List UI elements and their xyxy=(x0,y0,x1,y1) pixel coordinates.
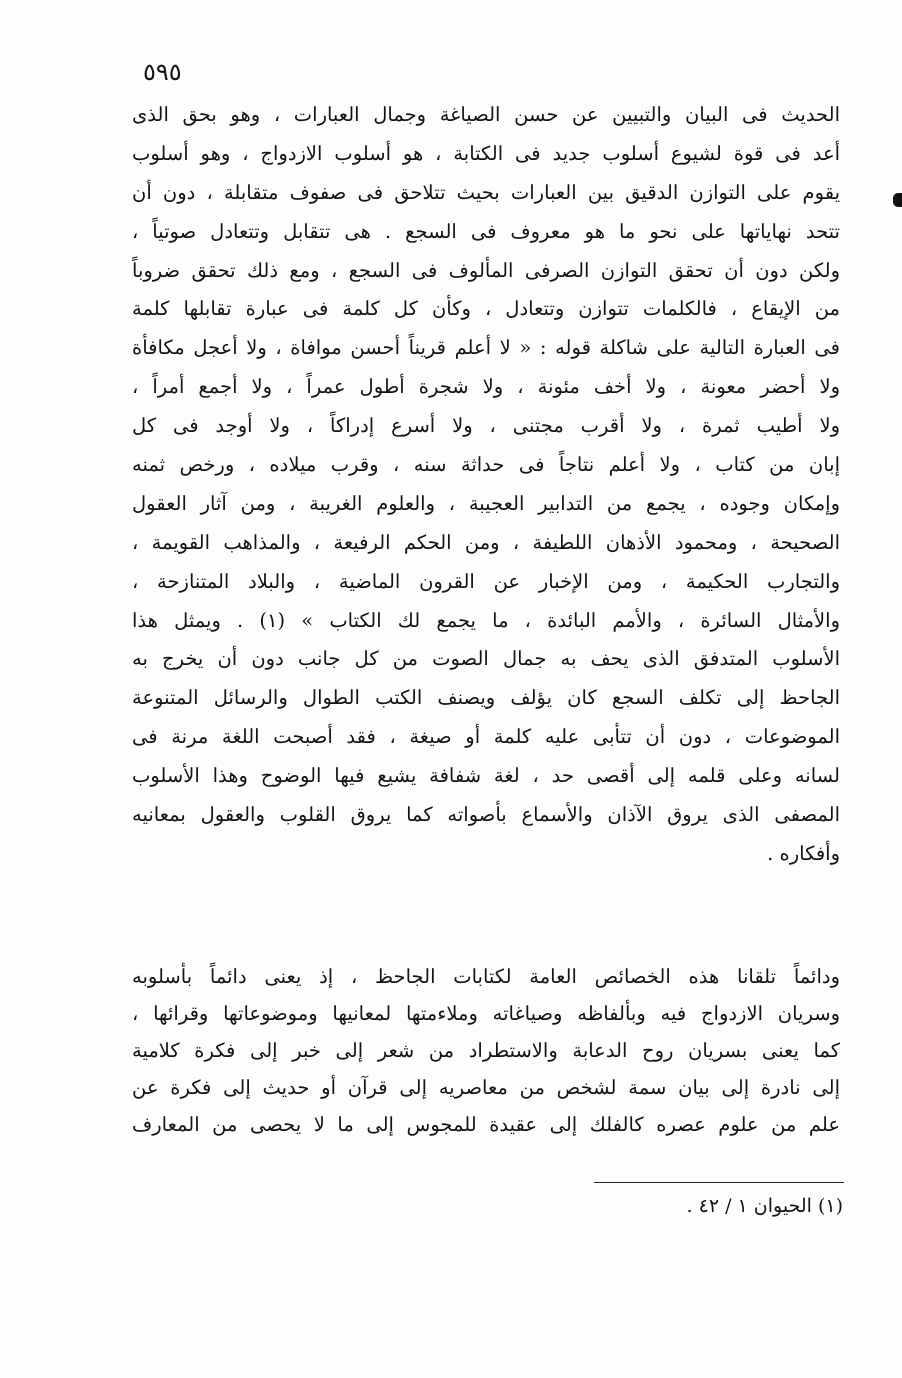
text-line: وأفكاره . xyxy=(767,841,840,865)
text-line: فى العبارة التالية على شاكلة قوله : « لا أعلم قريناً أحسن موافاة ، ولا أعجل مكافأة xyxy=(132,336,840,360)
text-line: والأمثال السائرة ، والأمم البائدة ، ما يجمع لك الكتاب » (١) . ويمثل هذا xyxy=(132,608,840,632)
text-line: من الإيقاع ، فالكلمات تتوازن وتتعادل ، وكأن كل كلمة فى عبارة تقابلها كلمة xyxy=(132,297,840,321)
footnote: (١) الحيوان ١ / ٤٢ . xyxy=(686,1195,843,1217)
text-line: وإمكان وجوده ، يجمع من التدابير العجيبة ، والعلوم الغريبة ، ومن آثار العقول xyxy=(132,491,840,515)
text-line: ودائماً تلقانا هذه الخصائص العامة لكتابات الجاحظ ، إذ يعنى دائماً بأسلوبه xyxy=(132,965,840,988)
text-line: علم من علوم عصره كالفلك إلى عقيدة للمجوس إلى ما لا يحصى من المعارف xyxy=(132,1113,840,1136)
text-line: تتحد نهاياتها على نحو ما هو معروف فى السجع . هى تتقابل وتتعادل صوتياً ، xyxy=(132,219,840,243)
page-number: ٥٩٥ xyxy=(143,58,182,86)
text-line: والتجارب الحكيمة ، ومن الإخبار عن القرون الماضية ، والبلاد المتنازحة ، xyxy=(132,569,840,593)
body-paragraph-1 xyxy=(132,96,840,874)
text-line: يقوم على التوازن الدقيق بين العبارات بحيث تتلاحق فى صفوف متقابلة ، دون أن xyxy=(132,180,840,204)
text-line: الصحيحة ، ومحمود الأذهان اللطيفة ، ومن الحكم الرفيعة ، والمذاهب القويمة ، xyxy=(132,530,840,554)
text-line: أعد فى قوة لشيوع أسلوب جديد فى الكتابة ، هو أسلوب الازدواج ، وهو أسلوب xyxy=(132,141,840,165)
text-line: لسانه وعلى قلمه إلى أقصى حد ، لغة شفافة يشيع فيها الوضوح وهذا الأسلوب xyxy=(132,764,840,788)
text-line: كما يعنى بسريان روح الدعابة والاستطراد من شعر إلى خبر إلى فكرة كلامية xyxy=(132,1039,840,1062)
text-line: المصفى الذى يروق الآذان والأسماع بأصواته كما يروق القلوب والعقول بمعانيه xyxy=(132,803,840,827)
text-line: الحديث فى البيان والتبيين عن حسن الصياغة وجمال العبارات ، وهو بحق الذى xyxy=(132,103,840,126)
text-line: الموضوعات ، دون أن تتأبى عليه كلمة أو صيغة ، فقد أصبحت اللغة مرنة فى xyxy=(132,725,840,749)
text-line: إبان من كتاب ، ولا أعلم نتاجاً فى حداثة سنه ، وقرب ميلاده ، ورخص ثمنه xyxy=(132,453,840,477)
text-line: ولكن دون أن تحقق التوازن الصرفى المألوف فى السجع ، ومع ذلك تحقق ضروباً xyxy=(132,258,840,282)
text-line: إلى نادرة إلى بيان سمة لشخص من معاصريه إلى قرآن أو حديث إلى فكرة عن xyxy=(132,1076,840,1099)
text-line: وسريان الازدواج فيه وبألفاظه وصياغاته وملاءمتها لمعانيها وموضوعاتها وقرائها ، xyxy=(132,1002,840,1025)
text-line: ولا أحضر معونة ، ولا أخف مئونة ، ولا شجرة أطول عمراً ، ولا أجمع أمراً ، xyxy=(132,375,840,399)
text-line: الجاحظ إلى تكلف السجع كان يؤلف ويصنف الكتب الطوال والرسائل المتنوعة xyxy=(132,686,840,710)
text-line: ولا أطيب ثمرة ، ولا أقرب مجتنى ، ولا أسرع إدراكاً ، ولا أوجد فى كل xyxy=(132,414,840,438)
footnote-divider xyxy=(594,1182,844,1183)
text-line: الأسلوب المتدفق الذى يحف به جمال الصوت من كل جانب دون أن يخرج به xyxy=(132,647,840,671)
body-paragraph-2 xyxy=(132,958,840,1143)
margin-mark xyxy=(893,193,902,207)
